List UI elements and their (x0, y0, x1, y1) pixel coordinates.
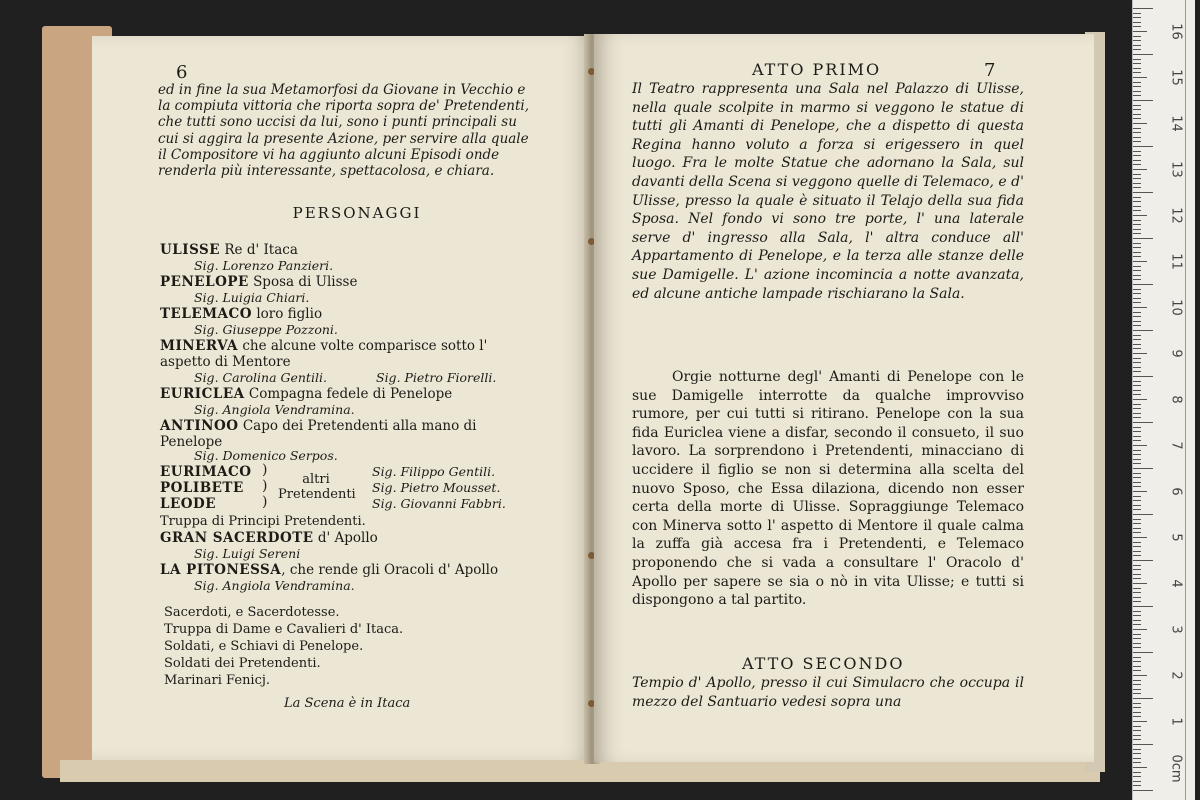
ruler-tick (1133, 13, 1141, 14)
ruler-label: 1 (1168, 717, 1184, 726)
ruler-tick (1133, 275, 1141, 276)
ruler-tick (1133, 137, 1141, 138)
ruler-tick (1133, 335, 1141, 336)
ruler-tick (1133, 776, 1141, 777)
ruler-tick (1133, 781, 1141, 782)
ruler-tick (1133, 54, 1153, 55)
ruler-tick (1133, 730, 1141, 731)
ruler-tick (1133, 555, 1141, 556)
ruler-tick (1133, 749, 1141, 750)
ruler-tick (1133, 86, 1141, 87)
ruler-tick (1133, 220, 1141, 221)
extras-item: Sacerdoti, e Sacerdotesse. (164, 605, 340, 620)
ruler-tick (1133, 266, 1141, 267)
ruler-tick (1133, 270, 1141, 271)
ruler-tick (1133, 726, 1141, 727)
cast-actor: Sig. Carolina Gentili. (194, 370, 327, 385)
ruler-tick (1133, 615, 1141, 616)
ruler-tick (1133, 325, 1141, 326)
ruler-tick (1133, 532, 1141, 533)
suitor-name: POLIBETE (160, 480, 244, 496)
ruler-tick (1133, 707, 1141, 708)
ruler-tick (1133, 95, 1141, 96)
ruler-tick (1133, 413, 1141, 414)
ruler-tick (1133, 712, 1141, 713)
ruler-tick (1133, 753, 1141, 754)
extras-item: Marinari Fenicj. (164, 673, 271, 688)
ruler-tick (1133, 519, 1141, 520)
ruler-tick (1133, 169, 1147, 170)
ruler-tick (1133, 109, 1141, 110)
cast-role: LA PITONESSA, che rende gli Oracoli d' Apollo (160, 562, 499, 578)
cast-actor: Sig. Angiola Vendramina. (194, 402, 355, 417)
ruler-tick (1133, 427, 1141, 428)
ruler-tick (1133, 739, 1141, 740)
ruler-tick (1133, 546, 1141, 547)
ruler-tick (1133, 40, 1141, 41)
measuring-ruler (1132, 0, 1195, 800)
ruler-tick (1133, 772, 1141, 773)
ruler-tick (1133, 744, 1153, 745)
cast-actor: Sig. Domenico Serpos. (194, 448, 338, 463)
ruler-tick (1133, 477, 1141, 478)
ruler-tick (1133, 229, 1141, 230)
ruler-tick (1133, 279, 1141, 280)
ruler-tick (1133, 26, 1141, 27)
ruler-tick (1133, 450, 1141, 451)
ruler-label: 16 (1168, 23, 1184, 40)
ruler-label: 4 (1168, 579, 1184, 588)
ruler-tick (1133, 77, 1147, 78)
ruler-tick (1133, 643, 1141, 644)
ruler-tick (1133, 601, 1141, 602)
ruler-label: 14 (1168, 115, 1184, 132)
ruler-tick (1133, 224, 1141, 225)
page-stack-bottom (60, 760, 1100, 782)
ruler-tick (1133, 141, 1141, 142)
ruler-tick (1133, 187, 1141, 188)
ruler-tick (1133, 486, 1141, 487)
extras-item: Soldati dei Pretendenti. (164, 656, 321, 671)
ruler-tick (1133, 606, 1153, 607)
ruler-tick (1133, 284, 1153, 285)
ruler-tick (1133, 151, 1141, 152)
ruler-tick (1133, 404, 1141, 405)
ruler-tick (1133, 82, 1141, 83)
ruler-tick (1133, 758, 1141, 759)
suitor-name: LEODE (160, 496, 217, 512)
act-one-title: ATTO PRIMO (752, 60, 882, 79)
ruler-tick (1133, 105, 1141, 106)
ruler-tick (1133, 735, 1141, 736)
ruler-label: 9 (1168, 349, 1184, 358)
ruler-tick (1133, 436, 1141, 437)
cast-actor: Sig. Giuseppe Pozzoni. (194, 322, 338, 337)
ruler-tick (1133, 551, 1141, 552)
ruler-tick (1133, 183, 1141, 184)
ruler-tick (1133, 376, 1153, 377)
ruler-tick (1133, 59, 1141, 60)
ruler-tick (1133, 583, 1147, 584)
ruler-tick (1133, 528, 1141, 529)
intro-text: ed in fine la sua Metamorfosi da Giovane in Vecchio e la compiuta vittoria che riporta sopra de' Pretendenti, che tutti sono uccisi da lui, sono i punti principali su cui si aggira la presente Azione, per servire alla quale il Compositore vi ha aggiunto alcuni Episodi onde renderla più interessante, spettacolosa, e chiara. (158, 82, 530, 180)
suitor-actor: Sig. Giovanni Fabbri. (372, 496, 506, 511)
ruler-tick (1133, 463, 1141, 464)
cast-actor: Sig. Luigi Sereni (194, 546, 301, 561)
ruler-tick (1133, 252, 1141, 253)
ruler-tick (1133, 652, 1153, 653)
ruler-tick (1133, 505, 1141, 506)
ruler-tick (1133, 417, 1141, 418)
ruler-tick (1133, 339, 1141, 340)
ruler-tick (1133, 348, 1141, 349)
extras-item: Truppa di Dame e Cavalieri d' Itaca. (164, 622, 404, 637)
ruler-tick (1133, 620, 1141, 621)
ruler-tick (1133, 716, 1141, 717)
ruler-tick (1133, 91, 1141, 92)
ruler-label: 15 (1168, 69, 1184, 86)
ruler-tick (1133, 256, 1141, 257)
ruler-tick (1133, 164, 1141, 165)
suitors-desc: altri Pretendenti (278, 472, 356, 502)
ruler-tick (1133, 542, 1141, 543)
ruler-tick (1133, 491, 1147, 492)
ruler-tick (1133, 118, 1141, 119)
left-page (92, 36, 592, 760)
ruler-tick (1133, 72, 1141, 73)
personaggi-heading: PERSONAGGI (292, 204, 422, 222)
ruler-tick (1133, 215, 1147, 216)
ruler-edge (1185, 0, 1186, 800)
ruler-tick (1133, 574, 1141, 575)
ruler-tick (1133, 358, 1141, 359)
ruler-tick (1133, 289, 1141, 290)
ruler-tick (1133, 666, 1141, 667)
ruler-tick (1133, 661, 1141, 662)
ruler-tick (1133, 261, 1147, 262)
act-two-text: Tempio d' Apollo, presso il cui Simulacro che occupa il mezzo del Santuario vedesi sopra una (632, 675, 1024, 710)
ruler-tick (1133, 684, 1141, 685)
troop-line: Truppa di Principi Pretendenti. (160, 514, 366, 529)
ruler-label: 11 (1168, 253, 1184, 270)
scene-note: La Scena è in Itaca (284, 696, 411, 711)
cast-actor: Sig. Angiola Vendramina. (194, 578, 355, 593)
suitor-actor: Sig. Pietro Mousset. (372, 480, 501, 495)
cast-actor-secondary: Sig. Pietro Fiorelli. (376, 370, 497, 385)
ruler-tick (1133, 247, 1141, 248)
ruler-tick (1133, 703, 1141, 704)
ruler-tick (1133, 36, 1141, 37)
brace: ) (262, 494, 268, 510)
cast-actor: Sig. Lorenzo Panzieri. (194, 258, 334, 273)
ruler-tick (1133, 454, 1141, 455)
page-number-left: 6 (176, 62, 188, 83)
ruler-tick (1133, 307, 1147, 308)
ruler-tick (1133, 408, 1141, 409)
ruler-label: 6 (1168, 487, 1184, 496)
ruler-tick (1133, 321, 1141, 322)
cast-role: ULISSE Re d' Itaca (160, 242, 298, 258)
brace: ) (262, 478, 268, 494)
ruler-tick (1133, 693, 1141, 694)
ruler-tick (1133, 629, 1147, 630)
ruler-tick (1133, 160, 1141, 161)
ruler-tick (1133, 362, 1141, 363)
ruler-tick (1133, 537, 1147, 538)
cast-role: GRAN SACERDOTE d' Apollo (160, 530, 378, 546)
suitor-actor: Sig. Filippo Gentili. (372, 464, 496, 479)
ruler-tick (1133, 243, 1141, 244)
cast-role: TELEMACO loro figlio (160, 306, 323, 322)
ruler-tick (1133, 440, 1141, 441)
cast-actor: Sig. Luigia Chiari. (194, 290, 310, 305)
ruler-tick (1133, 233, 1141, 234)
ruler-tick (1133, 422, 1153, 423)
ruler-tick (1133, 128, 1141, 129)
ruler-tick (1133, 201, 1141, 202)
ruler-tick (1133, 767, 1147, 768)
setting-text: Il Teatro rappresenta una Sala nel Palazzo di Ulisse, nella quale scolpite in marmo si veggono le statue di tutti gli Amanti di Penelope, che a dispetto di questa Regina hanno voluto a forza si erigessero in quel luogo. Fra le molte Statue che adornano la Sala, sul davanti della Scena si veggono quelle di Telemaco, e d' Ulisse, presso la quale è situato il Telajo della sua fida Sposa. Nel fondo vi sono tre porte, l' una laterale serve d' ingresso alla Sala, l' altra conduce all' Appartamento di Penelope, e la terza alle stanze delle sue Damigelle. L' azione incomincia a notte avanzata, ed alcune antiche lampade rischiarano la Sala. (632, 81, 1024, 302)
ruler-label: 12 (1168, 207, 1184, 224)
ruler-tick (1133, 45, 1141, 46)
ruler-tick (1133, 588, 1141, 589)
ruler-tick (1133, 790, 1153, 791)
ruler-label: 13 (1168, 161, 1184, 178)
ruler-tick (1133, 298, 1141, 299)
cast-role: PENELOPE Sposa di Ulisse (160, 274, 358, 290)
ruler-tick (1133, 100, 1153, 101)
ruler-tick (1133, 399, 1147, 400)
ruler-tick (1133, 381, 1141, 382)
ruler-tick (1133, 523, 1141, 524)
ruler-tick (1133, 390, 1141, 391)
ruler-tick (1133, 330, 1153, 331)
ruler-tick (1133, 210, 1141, 211)
ruler-tick (1133, 238, 1153, 239)
ruler-tick (1133, 560, 1153, 561)
ruler-tick (1133, 647, 1141, 648)
ruler-tick (1133, 31, 1147, 32)
ruler-tick (1133, 49, 1141, 50)
ruler-tick (1133, 482, 1141, 483)
ruler-tick (1133, 762, 1141, 763)
ruler-tick (1133, 459, 1141, 460)
ruler-tick (1133, 394, 1141, 395)
ruler-tick (1133, 670, 1141, 671)
ruler-tick (1133, 22, 1141, 23)
ruler-tick (1133, 146, 1153, 147)
ruler-tick (1133, 785, 1141, 786)
ruler-tick (1133, 597, 1141, 598)
ruler-tick (1133, 624, 1141, 625)
ruler-tick (1133, 675, 1147, 676)
ruler-label: 3 (1168, 625, 1184, 634)
ruler-tick (1133, 293, 1141, 294)
ruler-label: 10 (1168, 299, 1184, 316)
ruler-tick (1133, 132, 1141, 133)
ruler-tick (1133, 569, 1141, 570)
ruler-tick (1133, 68, 1141, 69)
ruler-tick (1133, 8, 1153, 9)
ruler-tick (1133, 344, 1141, 345)
ruler-tick (1133, 500, 1141, 501)
ruler-tick (1133, 565, 1141, 566)
ruler-tick (1133, 509, 1141, 510)
ruler-label: 5 (1168, 533, 1184, 542)
cast-role: EURICLEA Compagna fedele di Penelope (160, 386, 453, 402)
ruler-tick (1133, 680, 1141, 681)
ruler-tick (1133, 473, 1141, 474)
ruler-tick (1133, 114, 1141, 115)
ruler-tick (1133, 353, 1147, 354)
ruler-tick (1133, 178, 1141, 179)
ruler-tick (1133, 123, 1147, 124)
cast-role: ANTINOO Capo dei Pretendenti alla mano di Penelope (160, 418, 477, 450)
ruler-tick (1133, 206, 1141, 207)
ruler-tick (1133, 592, 1141, 593)
ruler-tick (1133, 197, 1141, 198)
right-page (594, 34, 1094, 762)
ruler-tick (1133, 578, 1141, 579)
ruler-tick (1133, 496, 1141, 497)
ruler-tick (1133, 445, 1147, 446)
ruler-tick (1133, 385, 1141, 386)
ruler-tick (1133, 514, 1153, 515)
ruler-label: 2 (1168, 671, 1184, 680)
act-two-title: ATTO SECONDO (742, 654, 905, 673)
ruler-label: 7 (1168, 441, 1184, 450)
page-number-right: 7 (984, 60, 996, 81)
ruler-tick (1133, 638, 1141, 639)
ruler-tick (1133, 721, 1147, 722)
ruler-tick (1133, 371, 1141, 372)
ruler-tick (1133, 657, 1141, 658)
ruler-tick (1133, 431, 1141, 432)
suitor-name: EURIMACO (160, 464, 252, 480)
ruler-tick (1133, 174, 1141, 175)
ruler-tick (1133, 367, 1141, 368)
ruler-tick (1133, 63, 1141, 64)
ruler-tick (1133, 17, 1141, 18)
ruler-label: 0cm (1168, 754, 1184, 783)
ruler-tick (1133, 468, 1153, 469)
ruler-tick (1133, 634, 1141, 635)
extras-list (164, 604, 403, 689)
ruler-label: 8 (1168, 395, 1184, 404)
ruler-tick (1133, 302, 1141, 303)
extras-item: Soldati, e Schiavi di Penelope. (164, 639, 364, 654)
ruler-tick (1133, 689, 1141, 690)
ruler-tick (1133, 312, 1141, 313)
ruler-tick (1133, 155, 1141, 156)
ruler-tick (1133, 316, 1141, 317)
narrative-text: Orgie notturne degl' Amanti di Penelope con le sue Damigelle interrotte da qualche improvviso rumore, per cui tutti si ritirano. Penelope con la sua fida Euriclea viene a disfar, secondo il consueto, il suo lavoro. La sorprendono i Pretendenti, minacciano di uccidere il figlio se non si determina alla scelta del nuovo Sposo, che Essa dilaziona, dicendo non esser certa della morte di Ulisse. Sopraggiunge Telemaco con Minerva sotto l' aspetto di Mentore il quale calma la zuffa già accesa fra i Pretendenti, e Telemaco proponendo che si vada a consultare l' Oracolo d' Apollo per sapere se sia o nò in vita Ulisse; e tutti si dispongono a tal partito. (632, 369, 1024, 609)
ruler-tick (1133, 611, 1141, 612)
ruler-tick (1133, 698, 1153, 699)
brace: ) (262, 462, 268, 478)
cast-role: MINERVA che alcune volte comparisce sotto l' aspetto di Mentore (160, 338, 488, 370)
ruler-tick (1133, 192, 1153, 193)
